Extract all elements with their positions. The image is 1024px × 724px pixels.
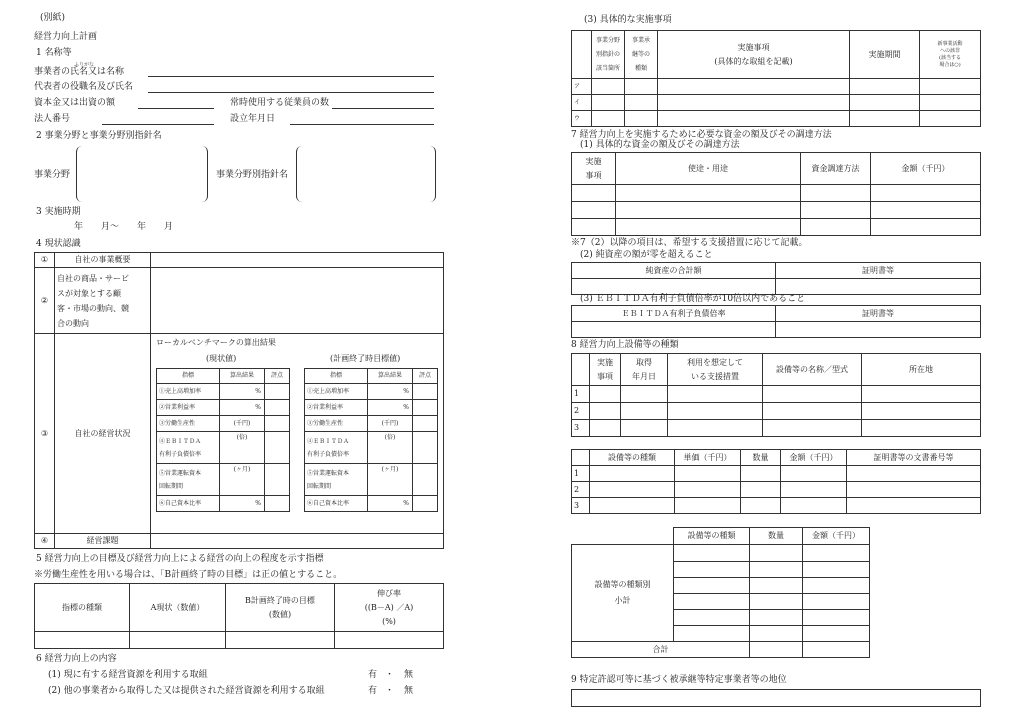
- row-2-label-line: 自社の商品・サービ: [57, 273, 129, 283]
- indicator-type-input[interactable]: [35, 632, 130, 649]
- row-2-input[interactable]: [151, 268, 444, 334]
- current-value-header: A現状（数値）: [130, 584, 226, 632]
- bench-indicator: ①売上高増加率: [305, 384, 368, 400]
- page-title: 経営力向上計画: [34, 32, 98, 42]
- capital-label: 資本金又は出資の額: [34, 98, 116, 108]
- cell-input[interactable]: [674, 562, 750, 578]
- cell-input[interactable]: [862, 403, 981, 420]
- cell-input[interactable]: [658, 79, 850, 95]
- target-indicator-table: [34, 583, 444, 649]
- target-values-label: (計画終了時目標値): [330, 354, 401, 363]
- employees-field[interactable]: [332, 108, 434, 109]
- bench-indicator-line: ④ＥＢＩＴＤＡ: [159, 437, 202, 445]
- implementation-table: [571, 30, 981, 127]
- cell-input[interactable]: [781, 482, 847, 498]
- cell-input[interactable]: [621, 386, 668, 403]
- cell-input[interactable]: [803, 562, 870, 578]
- total-quantity-input[interactable]: [750, 642, 803, 658]
- header-line: 事項: [597, 371, 613, 381]
- row-4-label: 経営課題: [55, 534, 151, 549]
- funding-use-header: 使途・用途: [616, 153, 801, 185]
- implementation-item-header: [658, 31, 850, 79]
- cell-input[interactable]: [674, 578, 750, 594]
- total-label: 合計: [572, 642, 750, 658]
- header-line: 年月日: [632, 371, 656, 381]
- bench-indicator-line: 回転期間: [307, 482, 332, 490]
- growth-header-line: 伸び率: [377, 588, 401, 598]
- cell-input[interactable]: [763, 386, 862, 403]
- bench-indicator-line: ⑤営業運転資本: [307, 469, 350, 477]
- period-text: 年 月～ 年 月: [74, 222, 174, 232]
- bench-score[interactable]: [413, 384, 438, 400]
- row-4-input[interactable]: [151, 534, 444, 549]
- cell-input[interactable]: [763, 420, 862, 437]
- cell-input[interactable]: [675, 466, 741, 482]
- certificate-input[interactable]: [776, 279, 981, 295]
- ebitda-header: ＥＢＩＴＤＡ有利子負債倍率: [572, 306, 776, 322]
- growth-rate-header: [335, 584, 444, 632]
- cell-input[interactable]: [781, 466, 847, 482]
- row-3-label: 自社の経営状況: [55, 334, 151, 534]
- cell-input[interactable]: [572, 202, 616, 219]
- net-assets-table: [571, 262, 981, 295]
- row-label: 2: [572, 403, 590, 420]
- row-2-label-line: 客・市場の動向、競: [57, 303, 129, 313]
- bench-indicator: [157, 432, 220, 464]
- header-line: 実施: [585, 156, 602, 166]
- row-label: 1: [572, 386, 590, 403]
- header-line: への該非: [939, 47, 960, 54]
- row-3-number: ③: [35, 334, 55, 534]
- bench-header: 指標: [305, 369, 368, 384]
- bench-result[interactable]: %: [368, 496, 413, 512]
- cell-input[interactable]: [675, 498, 741, 514]
- cell-input[interactable]: [847, 482, 981, 498]
- cell-input[interactable]: [590, 466, 675, 482]
- founded-field[interactable]: [290, 124, 434, 125]
- separator-dot: ・: [385, 686, 395, 696]
- cell-input[interactable]: [850, 95, 920, 111]
- bench-indicator: ⑥自己資本比率: [157, 496, 220, 512]
- growth-rate-input[interactable]: [335, 632, 444, 649]
- cell-input[interactable]: [572, 219, 616, 236]
- header-line: 新事業活動: [937, 40, 963, 47]
- cell-input[interactable]: [625, 79, 658, 95]
- header-line: (具体的な取組を記載): [714, 56, 793, 66]
- funding-table: [571, 152, 981, 236]
- cell-input[interactable]: [803, 610, 870, 626]
- section-4-heading: 4 現状認識: [36, 239, 81, 249]
- ebitda-input[interactable]: [572, 322, 776, 338]
- cell-input[interactable]: [668, 420, 763, 437]
- blank-header: [572, 528, 674, 545]
- support-measure-header: [668, 354, 763, 386]
- bench-score[interactable]: [413, 400, 438, 416]
- cell-input[interactable]: [625, 95, 658, 111]
- header-line: 別指針の: [595, 50, 620, 58]
- row-2-label-line: スが対象とする顧: [57, 288, 121, 298]
- section-8-heading: 8 経営力向上設備等の種類: [571, 340, 679, 350]
- row-label: ウ: [572, 111, 592, 127]
- benchmark-title: ローカルベンチマークの算出結果: [156, 338, 276, 347]
- net-assets-input[interactable]: [572, 279, 776, 295]
- cell-input[interactable]: [621, 420, 668, 437]
- capital-field[interactable]: [138, 108, 214, 109]
- section-1-heading: 1 名称等: [36, 48, 72, 58]
- funding-method-header: 資金調達方法: [801, 153, 871, 185]
- cell-input[interactable]: [847, 498, 981, 514]
- cell-input[interactable]: [871, 185, 981, 202]
- bench-result[interactable]: %: [368, 400, 413, 416]
- succession-type-header: [625, 31, 658, 79]
- header-line: 事項: [585, 170, 602, 180]
- separator-dot: ・: [385, 670, 395, 680]
- acquisition-date-header: [621, 354, 668, 386]
- target-value-header: [226, 584, 335, 632]
- growth-header-line: ((B－A) ／A): [364, 602, 414, 612]
- ebitda-table: [571, 305, 981, 338]
- bench-score[interactable]: [265, 400, 290, 416]
- equipment-table: [571, 353, 981, 437]
- yes-option[interactable]: 有: [368, 670, 378, 680]
- header-line: 該当箇所: [595, 64, 620, 72]
- cell-input[interactable]: [616, 219, 801, 236]
- growth-header-line: (%): [382, 616, 396, 626]
- amount-header: 金額（千円）: [803, 528, 870, 545]
- cell-input[interactable]: [847, 466, 981, 482]
- section-6-3-heading: (3) 具体的な実施事項: [584, 15, 672, 25]
- bench-result[interactable]: %: [220, 496, 265, 512]
- row-label: 1: [572, 466, 590, 482]
- blank-header: [572, 31, 592, 79]
- cell-input[interactable]: [621, 403, 668, 420]
- blank-header: [572, 354, 590, 386]
- bench-indicator: [305, 432, 368, 464]
- bench-result[interactable]: %: [368, 384, 413, 400]
- cell-input[interactable]: [871, 202, 981, 219]
- cell-input[interactable]: [803, 594, 870, 610]
- bench-indicator: ①売上高増加率: [157, 384, 220, 400]
- bench-header: 算出結果: [368, 369, 413, 384]
- cell-input[interactable]: [592, 95, 625, 111]
- cell-input[interactable]: [803, 578, 870, 594]
- row-2-label: [55, 268, 151, 334]
- subtotal-label: [572, 545, 674, 642]
- subtotal-label-line: 小計: [614, 596, 631, 605]
- header-line: 継等の: [631, 50, 650, 58]
- cell-input[interactable]: [750, 626, 803, 642]
- cell-input[interactable]: [616, 202, 801, 219]
- section-6-heading: 6 経営力向上の内容: [36, 654, 117, 664]
- bench-header: 評点: [265, 369, 290, 384]
- rep-field[interactable]: [148, 92, 434, 93]
- cell-input[interactable]: [871, 219, 981, 236]
- cell-input[interactable]: [801, 219, 871, 236]
- current-value-input[interactable]: [130, 632, 226, 649]
- ruby-annotation: ふりがな: [74, 62, 95, 68]
- new-business-header: [920, 31, 981, 79]
- equipment-type-header: 設備等の種類: [674, 528, 750, 545]
- bench-indicator-line: 有利子負債倍率: [159, 450, 202, 458]
- corp-number-label: 法人番号: [34, 114, 71, 124]
- name-label: 事業者の氏名又は名称: [34, 67, 125, 77]
- unit-price-header: 単価（千円）: [675, 450, 741, 466]
- bench-header: 算出結果: [220, 369, 265, 384]
- indicator-type-header: 指標の種類: [35, 584, 130, 632]
- equipment-name-header: 設備等の名称／型式: [763, 354, 862, 386]
- cell-input[interactable]: [850, 111, 920, 127]
- bench-score[interactable]: [413, 496, 438, 512]
- cell-input[interactable]: [850, 79, 920, 95]
- bench-header: 評点: [413, 369, 438, 384]
- employees-label: 常時使用する従業員の数: [230, 98, 330, 108]
- guideline-label: 事業分野別指針名: [216, 170, 289, 180]
- cell-input[interactable]: [674, 626, 750, 642]
- name-field[interactable]: [148, 76, 434, 77]
- cell-input[interactable]: [674, 545, 750, 562]
- section-7-2-heading: (2) 純資産の額が零を超えること: [580, 250, 713, 260]
- bench-score[interactable]: [265, 464, 290, 496]
- bench-score[interactable]: [265, 432, 290, 464]
- guideline-section-header: [592, 31, 625, 79]
- benchmark-target-table: [304, 368, 438, 512]
- rep-label: 代表者の役職名及び氏名: [34, 82, 134, 92]
- cell-input[interactable]: [750, 578, 803, 594]
- header-line: 取得: [636, 357, 652, 367]
- bench-indicator-line: 有利子負債倍率: [307, 450, 350, 458]
- certificate-header: 証明書等: [776, 306, 981, 322]
- row-1-number: ①: [35, 253, 55, 268]
- header-line: (該当する: [939, 54, 961, 61]
- bench-score[interactable]: [265, 496, 290, 512]
- bench-result[interactable]: (倍): [368, 432, 413, 464]
- quantity-header: 数量: [741, 450, 781, 466]
- subtotal-table: [571, 527, 870, 658]
- section-7-3-heading: (3) ＥＢＩＴＤＡ有利子負債倍率が10倍以内であること: [580, 294, 806, 304]
- header-line: 実施: [597, 357, 613, 367]
- founded-label: 設立年月日: [230, 114, 276, 124]
- funding-amount-header: 金額（千円）: [871, 153, 981, 185]
- yes-option[interactable]: 有: [368, 686, 378, 696]
- bench-score[interactable]: [265, 384, 290, 400]
- bench-indicator: ③労働生産性: [305, 416, 368, 432]
- cell-input[interactable]: [920, 79, 981, 95]
- amount-header: 金額（千円）: [781, 450, 847, 466]
- section-6-item-2: (2) 他の事業者から取得した又は提供された経営資源を利用する取組: [48, 686, 325, 696]
- cell-input[interactable]: [862, 420, 981, 437]
- location-header: 所在地: [862, 354, 981, 386]
- row-label: 3: [572, 420, 590, 437]
- row-1-label: 自社の事業概要: [55, 253, 151, 268]
- cell-input[interactable]: [781, 498, 847, 514]
- section-5-note: ※労働生産性を用いる場合は、「B計画終了時の目標」は正の値とすること。: [34, 570, 343, 580]
- implementation-period-header: 実施期間: [850, 31, 920, 79]
- cell-input[interactable]: [572, 185, 616, 202]
- section-7-1-heading: (1) 具体的な資金の額及びその調達方法: [580, 140, 740, 150]
- bench-score[interactable]: [413, 416, 438, 432]
- section-9-heading: 9 特定許認可等に基づく被承継等特定事業者等の地位: [571, 675, 787, 685]
- bench-indicator: ③労働生産性: [157, 416, 220, 432]
- document-number-header: 証明書等の文書番号等: [847, 450, 981, 466]
- target-header-line: (数値): [268, 609, 292, 619]
- cell-input[interactable]: [590, 386, 621, 403]
- equipment-type-header: 設備等の種類: [590, 450, 675, 466]
- cell-input[interactable]: [920, 111, 981, 127]
- bench-indicator: ⑥自己資本比率: [305, 496, 368, 512]
- row-4-number: ④: [35, 534, 55, 549]
- bench-indicator: [305, 464, 368, 496]
- cell-input[interactable]: [590, 403, 621, 420]
- bench-indicator-line: ⑤営業運転資本: [159, 469, 202, 477]
- cell-input[interactable]: [674, 594, 750, 610]
- bench-indicator-line: ④ＥＢＩＴＤＡ: [307, 437, 350, 445]
- cell-input[interactable]: [590, 420, 621, 437]
- cell-input[interactable]: [801, 202, 871, 219]
- no-option[interactable]: 無: [404, 686, 414, 696]
- cell-input[interactable]: [741, 466, 781, 482]
- besshi-label: (別紙): [40, 13, 66, 23]
- field-bracket[interactable]: [76, 146, 208, 202]
- bench-indicator: ②営業利益率: [157, 400, 220, 416]
- section-7-heading: 7 経営力向上を実施するために必要な資金の額及びその調達方法: [571, 130, 832, 140]
- corp-number-field[interactable]: [102, 124, 214, 125]
- section-2-heading: 2 事業分野と事業分野別指針名: [36, 131, 162, 141]
- bench-result[interactable]: (千円): [368, 416, 413, 432]
- cell-input[interactable]: [741, 482, 781, 498]
- cell-input[interactable]: [675, 482, 741, 498]
- section-5-heading: 5 経営力向上の目標及び経営力向上による経営の向上の程度を示す指標: [36, 554, 324, 564]
- cell-input[interactable]: [658, 95, 850, 111]
- bench-score[interactable]: [413, 464, 438, 496]
- bench-result[interactable]: %: [220, 400, 265, 416]
- bench-result[interactable]: (倍): [220, 432, 265, 464]
- row-label: ア: [572, 79, 592, 95]
- header-line: 事業承: [631, 36, 650, 44]
- header-line: いる支援措置: [691, 371, 739, 381]
- bench-indicator-line: 回転期間: [159, 482, 184, 490]
- cell-input[interactable]: [616, 185, 801, 202]
- cell-input[interactable]: [674, 610, 750, 626]
- section-6-item-1: (1) 現に有する経営資源を利用する取組: [48, 670, 208, 680]
- section-3-heading: 3 実施時期: [36, 207, 81, 217]
- row-2-label-line: 合の動向: [57, 318, 89, 328]
- guideline-bracket[interactable]: [296, 146, 436, 202]
- cell-input[interactable]: [750, 562, 803, 578]
- cell-input[interactable]: [750, 594, 803, 610]
- bench-result[interactable]: (ヶ月): [368, 464, 413, 496]
- field-label: 事業分野: [34, 170, 71, 180]
- cell-input[interactable]: [803, 626, 870, 642]
- row-2-number: ②: [35, 268, 55, 334]
- section-7-note: ※7（2）以降の項目は、希望する支援措置に応じて記載。: [571, 238, 808, 248]
- bench-score[interactable]: [413, 432, 438, 464]
- net-assets-header: 純資産の合計額: [572, 263, 776, 279]
- cell-input[interactable]: [741, 498, 781, 514]
- cell-input[interactable]: [801, 185, 871, 202]
- cell-input[interactable]: [668, 403, 763, 420]
- cell-input[interactable]: [590, 498, 675, 514]
- cell-input[interactable]: [750, 545, 803, 562]
- header-line: 場合は○): [939, 61, 961, 68]
- bench-indicator: ②営業利益率: [305, 400, 368, 416]
- cell-input[interactable]: [592, 79, 625, 95]
- target-value-input[interactable]: [226, 632, 335, 649]
- cell-input[interactable]: [592, 111, 625, 127]
- section-9-input[interactable]: [571, 689, 981, 707]
- blank-header: [572, 450, 590, 466]
- cell-input[interactable]: [658, 111, 850, 127]
- header-line: 利用を想定して: [687, 357, 743, 367]
- quantity-header: 数量: [750, 528, 803, 545]
- cell-input[interactable]: [862, 386, 981, 403]
- header-line: 実施事項: [737, 42, 770, 52]
- subtotal-label-line: 設備等の種類別: [594, 580, 651, 589]
- bench-result[interactable]: %: [220, 384, 265, 400]
- header-line: 事業分野: [595, 36, 620, 44]
- cell-input[interactable]: [625, 111, 658, 127]
- cell-input[interactable]: [590, 482, 675, 498]
- benchmark-current-table: [156, 368, 290, 512]
- bench-result[interactable]: (ヶ月): [220, 464, 265, 496]
- row-label: イ: [572, 95, 592, 111]
- no-option[interactable]: 無: [404, 670, 414, 680]
- bench-score[interactable]: [265, 416, 290, 432]
- cell-input[interactable]: [763, 403, 862, 420]
- row-1-input[interactable]: [151, 253, 444, 268]
- bench-indicator: [157, 464, 220, 496]
- certificate-input[interactable]: [776, 322, 981, 338]
- target-header-line: B計画終了時の目標: [245, 595, 315, 605]
- certificate-header: 証明書等: [776, 263, 981, 279]
- equipment-item-header: [590, 354, 621, 386]
- cell-input[interactable]: [668, 386, 763, 403]
- header-line: 種類: [634, 64, 647, 72]
- equipment-cost-table: [571, 449, 981, 514]
- total-amount-input[interactable]: [803, 642, 870, 658]
- funding-item-header: [572, 153, 616, 185]
- current-values-label: (現状値): [206, 354, 237, 363]
- cell-input[interactable]: [920, 95, 981, 111]
- bench-result[interactable]: (千円): [220, 416, 265, 432]
- row-label: 3: [572, 498, 590, 514]
- cell-input[interactable]: [803, 545, 870, 562]
- bench-header: 指標: [157, 369, 220, 384]
- cell-input[interactable]: [750, 610, 803, 626]
- row-label: 2: [572, 482, 590, 498]
